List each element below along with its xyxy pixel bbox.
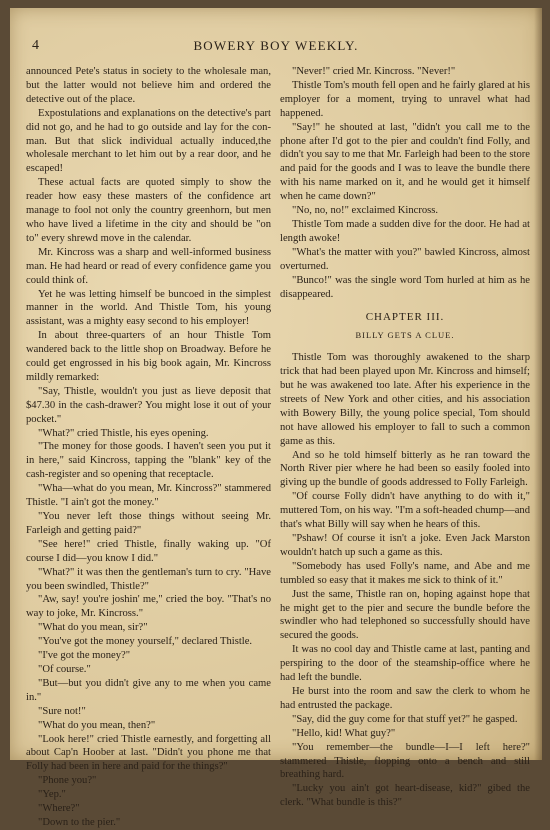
paragraph: "Yep." (38, 789, 66, 801)
paragraph: Mr. Kincross was a sharp and well-informed business man. He had heard or read of every confidence game you could think of. (26, 246, 271, 286)
paragraph: "Say, did the guy come for that stuff yet?" he gasped. (292, 713, 518, 725)
paragraph: "See here!" cried Thistle, finally waking up. "Of course I did—you know I did." (26, 538, 271, 564)
paragraph: Thistle Tom made a sudden dive for the door. He had at length awoke! (280, 218, 530, 244)
paragraph: "You've got the money yourself," declared Thistle. (38, 636, 253, 648)
paragraph: "What do you mean, then?" (38, 719, 156, 731)
paragraph: "Wha—what do you mean, Mr. Kincross?" stammered Thistle. "I ain't got the money." (26, 483, 271, 509)
page-edge-shadow (534, 8, 542, 760)
paragraph: Just the same, Thistle ran on, hoping against hope that he might get to the pier and secure the bundle before the swindler who had telephoned so successfully should have secured the goods. (280, 588, 530, 642)
paragraph: "Somebody has used Folly's name, and Abe and me tumbled so easy that it makes me sick to think of it." (280, 560, 530, 586)
paragraph: "Bunco!" was the single word Tom hurled at him as he disappeared. (280, 274, 530, 300)
paragraph: "Pshaw! Of course it isn't a joke. Even Jack Marston wouldn't hatch up such a game as this. (280, 533, 530, 558)
paragraph: "You remember—the bundle—I—I left here?" stammered Thistle, flopping onto a bench and still breathing hard. (280, 741, 530, 781)
paragraph: "But—but you didn't give any to me when you came in." (26, 677, 271, 703)
paragraph: "You never left those things without seeing Mr. Farleigh and getting paid?" (26, 511, 271, 536)
paragraph: "Down to the pier." (38, 816, 121, 828)
paragraph: "Of course Folly didn't have anything to do with it," muttered Tom, on his way. "I'm a soft-headed chump—and that's what Billy will say when he hears of this. (280, 491, 530, 531)
paragraph: It was no cool day and Thistle came at last, panting and perspiring to the door of the steamship-office where he had left the bundle. (280, 644, 530, 684)
paragraph: "Never!" cried Mr. Kincross. "Never!" (292, 66, 456, 77)
paragraph: And so he told himself bitterly as he ran toward the North River pier where he had been so easily fooled into giving up the bundle of goods addressed to Folly Farleigh. (280, 449, 530, 489)
page-number: 4 (32, 38, 39, 53)
paragraph: "Lucky you ain't got heart-disease, kid?" gibed the clerk. "What bundle is this?" (280, 783, 530, 809)
right-column (280, 65, 530, 810)
running-title: BOWERY BOY WEEKLY. (193, 38, 359, 53)
paragraph: "No, no, no!" exclaimed Kincross. (292, 205, 439, 217)
paragraph: "Where?" (38, 803, 80, 815)
paragraph: "What's the matter with you?" bawled Kincross, almost overturned. (280, 246, 530, 272)
paragraph: "The money for those goods. I haven't seen you put it in here," said Kincross, tapping the "blank" key of the cash-register and so opening that receptacle. (26, 441, 271, 481)
left-column (26, 65, 271, 830)
paragraph: "Look here!" cried Thistle earnestly, and forgetting all about Cap'n Hoober at last. "Didn't you phone me that Folly had been in here and paid for the things?" (26, 733, 271, 773)
paragraph: Thistle Tom's mouth fell open and he fairly glared at his employer for a moment, trying to unravel what had happened. (280, 79, 530, 119)
paragraph: "Phone you?" (38, 775, 97, 787)
paragraph: announced Pete's status in society to the wholesale man, but the latter would not believe him and ordered the detective out of the place. (26, 66, 271, 105)
paragraph: Expostulations and explanations on the detective's part did not go, and he had to go outside and lay for the con-man. But that slick individual actually induced,the wholesale merchant to let him out by a rear door, and he escaped! (26, 107, 271, 175)
magazine-page (10, 8, 542, 828)
paragraph: "Sure not!" (38, 705, 86, 717)
paragraph: "Say, Thistle, wouldn't you just as lieve deposit that $47.30 in the cash-drawer? You might lose it out of your pocket." (26, 385, 271, 425)
paragraph: Thistle Tom was thoroughly awakened to the sharp trick that had been played upon Mr. Kincross and himself; but he was awakened too late. After his experience in the streets of New York and other cities, and his association with Bowery Billy, the young police special, Tom should not have allowed his employer to fall to such a common game as this. (280, 352, 530, 447)
paragraph: "What?" it was then the gentleman's turn to cry. "Have you been swindled, Thistle?" (26, 566, 271, 592)
paragraph: "Aw, say! you're joshin' me," cried the boy. "That's no way to joke, Mr. Kincross." (26, 594, 271, 620)
page-header (10, 38, 542, 54)
paragraph: He burst into the room and saw the clerk to whom he had entrusted the package. (280, 685, 530, 711)
paragraph: "I've got the money?" (38, 650, 131, 662)
paragraph: In about three-quarters of an hour Thistle Tom wandered back to the little shop on Broadway. Before he could get engrossed in his big book again, Mr. Kincross mildly remarked: (26, 330, 271, 383)
paragraph: Yet he was letting himself be buncoed in the simplest manner in the world. And Thistle Tom, his young assistant, was a mighty easy second to his employer! (26, 288, 271, 328)
paragraph: "Of course." (38, 663, 91, 675)
chapter-heading: CHAPTER III. (365, 311, 445, 324)
chapter-subtitle: BILLY GETS A CLUE. (355, 330, 455, 341)
paragraph: "What do you mean, sir?" (38, 622, 148, 634)
paragraph: "What?" cried Thistle, his eyes opening. (38, 427, 209, 439)
paragraph: "Hello, kid! What guy?" (292, 727, 396, 739)
paragraph: "Say!" he shouted at last, "didn't you call me to the phone after I'd got to the pier and couldn't find Folly, and didn't you say to me that Mr. Farleigh had been to the store and paid for the goods and I was to leave the bundle there with his name marked on it, and he would get it himself when he came down?" (280, 121, 530, 203)
paragraph: These actual facts are quoted simply to show the reader how easy these masters of the confidence art manage to fool not only the country greenhorn, but men who have lived a lifetime in the city and should be "on to" every shrewd move in the calendar. (26, 177, 271, 244)
